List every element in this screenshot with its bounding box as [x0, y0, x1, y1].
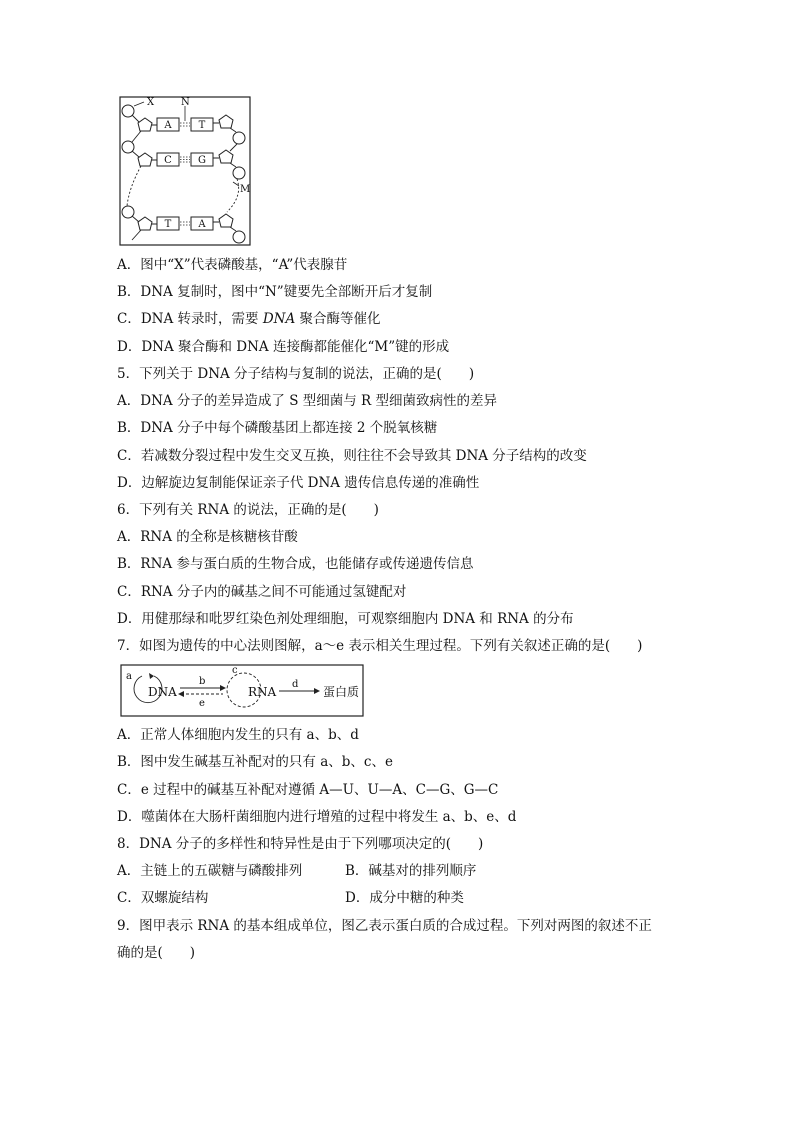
dna-structure-figure — [119, 96, 251, 246]
q7-stem: 7．如图为遗传的中心法则图解，a～e 表示相关生理过程。下列有关叙述正确的是( ) — [117, 638, 643, 654]
phosphate-circle — [233, 167, 245, 179]
deoxyribose-pentagon — [138, 118, 152, 131]
arrow-head — [220, 685, 226, 691]
q8-option-b: B．碱基对的排列顺序 — [345, 863, 477, 879]
rna-label: RNA — [248, 685, 277, 699]
q7-option-b: B．图中发生碱基互补配对的只有 a、b、c、e — [117, 754, 393, 770]
label-b: b — [199, 676, 206, 687]
base-label: T — [198, 120, 206, 131]
q5-stem: 5．下列关于 DNA 分子结构与复制的说法，正确的是( ) — [117, 366, 475, 382]
q4-option-c-italic: DNA — [262, 311, 296, 327]
hydrogen-bonds — [180, 123, 190, 225]
q6-option-c: C．RNA 分子内的碱基之间不可能通过氢键配对 — [117, 584, 407, 600]
q8-stem: 8．DNA 分子的多样性和特异性是由于下列哪项决定的( ) — [117, 836, 484, 852]
label-d: d — [292, 679, 299, 690]
deoxyribose-pentagon — [219, 214, 233, 227]
protein-label: 蛋白质 — [323, 685, 360, 699]
q4-option-b: B．DNA 复制时，图中“N”键要先全部断开后才复制 — [117, 284, 433, 300]
q9-stem-line1: 9．图甲表示 RNA 的基本组成单位，图乙表示蛋白质的合成过程。下列对两图的叙述不正 — [117, 918, 652, 934]
label-a: a — [126, 671, 132, 682]
q6-option-a: A．RNA 的全称是核糖核苷酸 — [117, 529, 298, 545]
base-boxes — [152, 118, 219, 230]
q4-option-c — [117, 310, 381, 328]
phosphate-circle — [233, 132, 245, 144]
label-x: X — [147, 97, 155, 108]
q4-option-c-post: 聚合酶等催化 — [295, 311, 381, 327]
base-label: T — [164, 219, 172, 230]
label-e: e — [199, 698, 205, 709]
q7-option-a: A．正常人体细胞内发生的只有 a、b、d — [117, 727, 359, 743]
q5-option-a: A．DNA 分子的差异造成了 S 型细菌与 R 型细菌致病性的差异 — [117, 393, 498, 409]
q5-option-d: D．边解旋边复制能保证亲子代 DNA 遗传信息传递的准确性 — [117, 475, 480, 491]
q7-option-d: D．噬菌体在大肠杆菌细胞内进行增殖的过程中将发生 a、b、e、d — [117, 809, 517, 825]
phosphate-circle — [233, 231, 245, 243]
q5-option-c: C．若减数分裂过程中发生交叉互换，则往往不会导致其 DNA 分子结构的改变 — [117, 448, 587, 464]
q8-option-c: C．双螺旋结构 — [117, 890, 209, 906]
label-n: N — [181, 97, 190, 108]
deoxyribose-pentagon — [219, 115, 233, 128]
label-c: c — [232, 665, 238, 676]
q4-option-a: A．图中“X”代表磷酸基，“A”代表腺苷 — [117, 257, 348, 273]
q8-option-a: A．主链上的五碳糖与磷酸排列 — [117, 863, 303, 879]
q4-option-c-pre: C．DNA 转录时，需要 — [117, 311, 263, 327]
arrow-head — [314, 688, 320, 694]
base-label: C — [164, 155, 172, 166]
q6-option-b: B．RNA 参与蛋白质的生物合成，也能储存或传递遗传信息 — [117, 556, 474, 572]
dna-label: DNA — [148, 685, 177, 699]
q8-option-d: D．成分中糖的种类 — [345, 890, 464, 906]
arrow-head — [178, 691, 184, 697]
deoxyribose-pentagon — [219, 150, 233, 163]
label-m: M — [240, 184, 251, 195]
base-label: A — [198, 219, 206, 230]
q4-option-d: D．DNA 聚合酶和 DNA 连接酶都能催化“M”键的形成 — [117, 339, 450, 355]
left-strand — [122, 105, 152, 230]
q7-option-c: C．e 过程中的碱基互补配对遵循 A—U、U—A、C—G、G—C — [117, 782, 499, 798]
q6-option-d: D．用健那绿和吡罗红染色剂处理细胞，可观察细胞内 DNA 和 RNA 的分布 — [117, 611, 574, 627]
central-dogma-figure — [120, 664, 364, 717]
q5-option-b: B．DNA 分子中每个磷酸基团上都连接 2 个脱氧核糖 — [117, 420, 438, 436]
base-label: G — [198, 155, 206, 166]
q9-stem-line2: 确的是( ) — [117, 945, 196, 961]
arrow-head — [149, 673, 154, 679]
q6-stem: 6．下列有关 RNA 的说法，正确的是( ) — [117, 502, 379, 518]
base-label: A — [164, 120, 172, 131]
deoxyribose-pentagon — [138, 153, 152, 166]
deoxyribose-pentagon — [138, 217, 152, 230]
right-strand — [219, 115, 245, 243]
